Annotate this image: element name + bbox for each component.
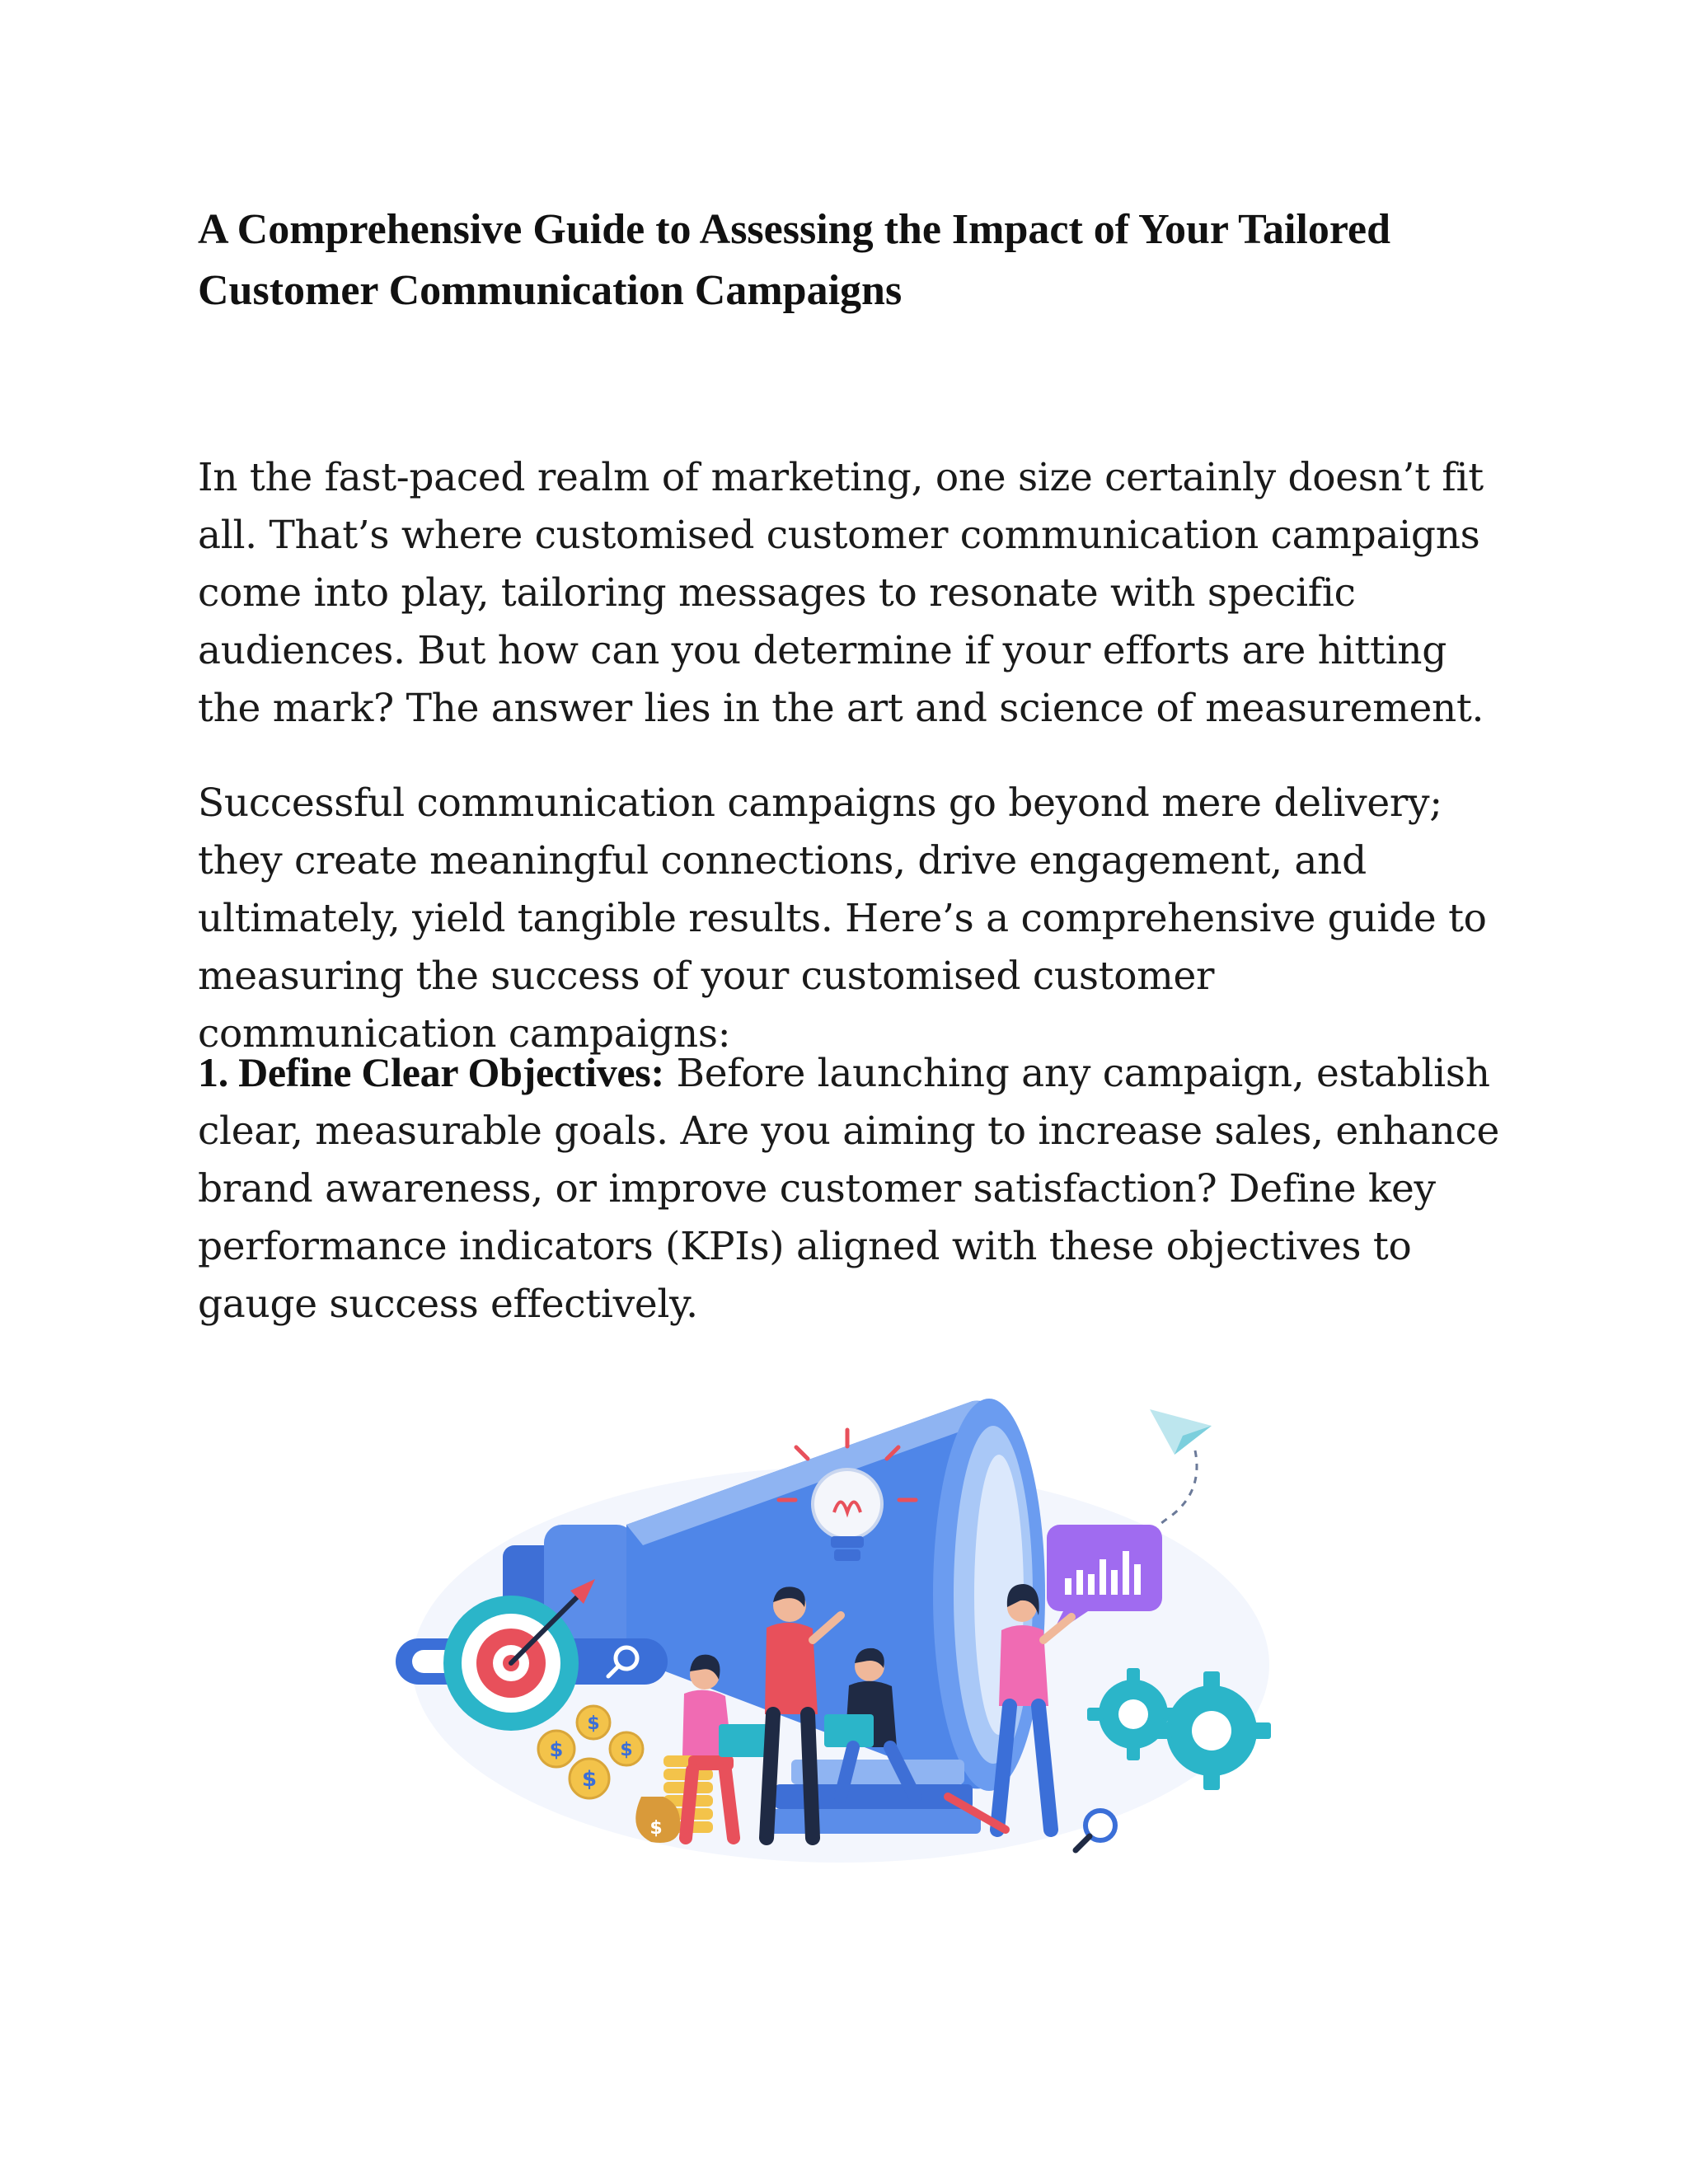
section-define-objectives: [198, 1043, 1508, 1333]
marketing-campaign-illustration: [379, 1368, 1302, 1879]
document-title: A Comprehensive Guide to Assessing the Impact of Your Tailored Customer Communication Campaigns: [198, 206, 1391, 314]
guide-paragraph: Successful communication campaigns go beyond mere delivery; they create meaningful connections, drive engagement, and ultimately, yield tangible results. Here’s a comprehensive guide to measuring the success of your customised customer communication campaigns:: [198, 780, 1487, 1057]
intro-paragraph: In the fast-paced realm of marketing, one size certainly doesn’t fit all. That’s where customised customer communication campaigns come into play, tailoring messages to resonate with specific audiences. But how can you determine if your efforts are hitting the mark? The answer lies in the art and science of measurement.: [198, 455, 1484, 731]
money-bag-symbol: $: [649, 1818, 663, 1839]
section-text: Before launching any campaign, establish clear, measurable goals. Are you aiming to increase sales, enhance brand awareness, or improve customer satisfaction? Define key performance indicators (KPIs) aligned with these objectives to gauge success effectively.: [198, 1051, 1500, 1327]
coin-symbol: $: [549, 1738, 564, 1761]
section-heading: 1. Define Clear Objectives:: [198, 1049, 664, 1095]
coin-symbol: $: [587, 1713, 600, 1734]
coin-symbol: $: [581, 1767, 598, 1792]
coin-symbol: $: [620, 1740, 633, 1760]
